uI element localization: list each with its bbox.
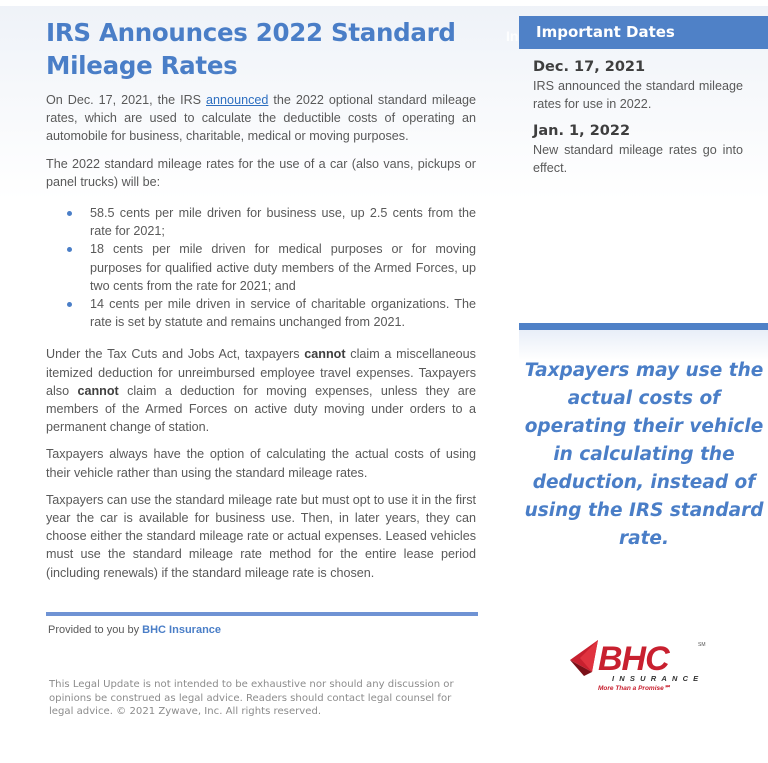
logo-sm-mark: SM (698, 642, 706, 648)
callout-top-bar (519, 323, 768, 330)
actual-costs-paragraph: Taxpayers always have the option of calculating the actual costs of using their vehicle rather than using the standard mileage rates. (46, 447, 476, 480)
announced-link[interactable]: announced (206, 93, 269, 107)
intro-paragraph (46, 91, 476, 146)
emphasis-cannot-2: cannot (77, 383, 119, 398)
bullet-dot-icon (67, 302, 72, 307)
logo-tagline: More Than a Promise℠ (598, 685, 671, 692)
page-title: IRS Announces 2022 Standard Mileage Rates (46, 18, 456, 80)
important-dates-header: Important Dates (519, 16, 768, 49)
bullet-dot-icon (67, 211, 72, 216)
footer-divider (46, 612, 478, 616)
date-description: IRS announced the standard mileage rates for use in 2022. (533, 79, 743, 111)
provided-brand: BHC Insurance (142, 624, 222, 636)
list-item-text: 14 cents per mile driven in service of charitable organizations. The rate is set by statute and remains unchanged from 2021. (90, 297, 476, 330)
important-dates-list (533, 58, 743, 186)
tcja-text-1: Under the Tax Cuts and Jobs Act, taxpayers (46, 347, 305, 362)
top-strip (0, 0, 768, 6)
rates-lead-paragraph: The 2022 standard mileage rates for the use of a car (also vans, pickups or panel trucks) will be: (46, 156, 476, 189)
logo-insurance: INSURANCE (612, 674, 704, 683)
tcja-text-2: claim a miscellaneous itemized deduction for unreimbursed employee travel expenses. Taxpayers also (46, 347, 476, 398)
ghost-heading-text: In (506, 28, 519, 44)
list-item (46, 240, 476, 295)
intro-text-after: the 2022 optional standard mileage rates, which are used to calculate the deductible costs of operating an automobile for business, charitable, medical or moving purposes. (46, 93, 476, 144)
date-description: New standard mileage rates go into effect. (533, 143, 743, 175)
provided-prefix: Provided to you by (48, 624, 143, 636)
list-item (46, 295, 476, 331)
pull-quote: Taxpayers may use the actual costs of operating their vehicle in calculating the deduction, instead of using the IRS standard rate. (524, 360, 764, 549)
bhc-insurance-logo (568, 636, 718, 692)
bullet-dot-icon (67, 247, 72, 252)
provided-by (48, 624, 221, 636)
legal-disclaimer: This Legal Update is not intended to be exhaustive nor should any discussion or opinions be construed as legal advice. Readers should contact legal counsel for legal advice. © 2021 Zywave, Inc. All rights reserved. (49, 679, 454, 718)
bhc-logo-icon (568, 636, 718, 692)
list-item-text: 58.5 cents per mile driven for business use, up 2.5 cents from the rate for 2021; (90, 206, 476, 239)
emphasis-cannot-1: cannot (304, 347, 346, 362)
list-item (46, 204, 476, 240)
opt-in-paragraph: Taxpayers can use the standard mileage rate but must opt to use it in the first year the car is available for business use. Then, in later years, they can choose either the standard mileage rate or actual expenses. Leased vehicles must use the standard mileage rate method for the entire lease period (including renewals) if the standard mileage rate is chosen. (46, 492, 476, 580)
article-column (46, 16, 476, 591)
date-item (533, 58, 743, 113)
intro-text-before: On Dec. 17, 2021, the IRS (46, 93, 207, 107)
date-title: Jan. 1, 2022 (533, 123, 631, 139)
list-item-text: 18 cents per mile driven for medical purposes or for moving purposes for qualified active duty members of the Armed Forces, up two cents from the rate for 2021; and (90, 242, 476, 293)
tcja-paragraph (46, 345, 476, 436)
rates-list (46, 204, 476, 331)
tcja-text-3: claim a deduction for moving expenses, unless they are members of the Armed Forces on active duty moving under orders to a permanent change of station. (46, 383, 476, 435)
date-item (533, 122, 743, 177)
callout-fade (519, 330, 768, 360)
logo-wordmark: BHC (598, 640, 669, 678)
date-title: Dec. 17, 2021 (533, 59, 646, 75)
